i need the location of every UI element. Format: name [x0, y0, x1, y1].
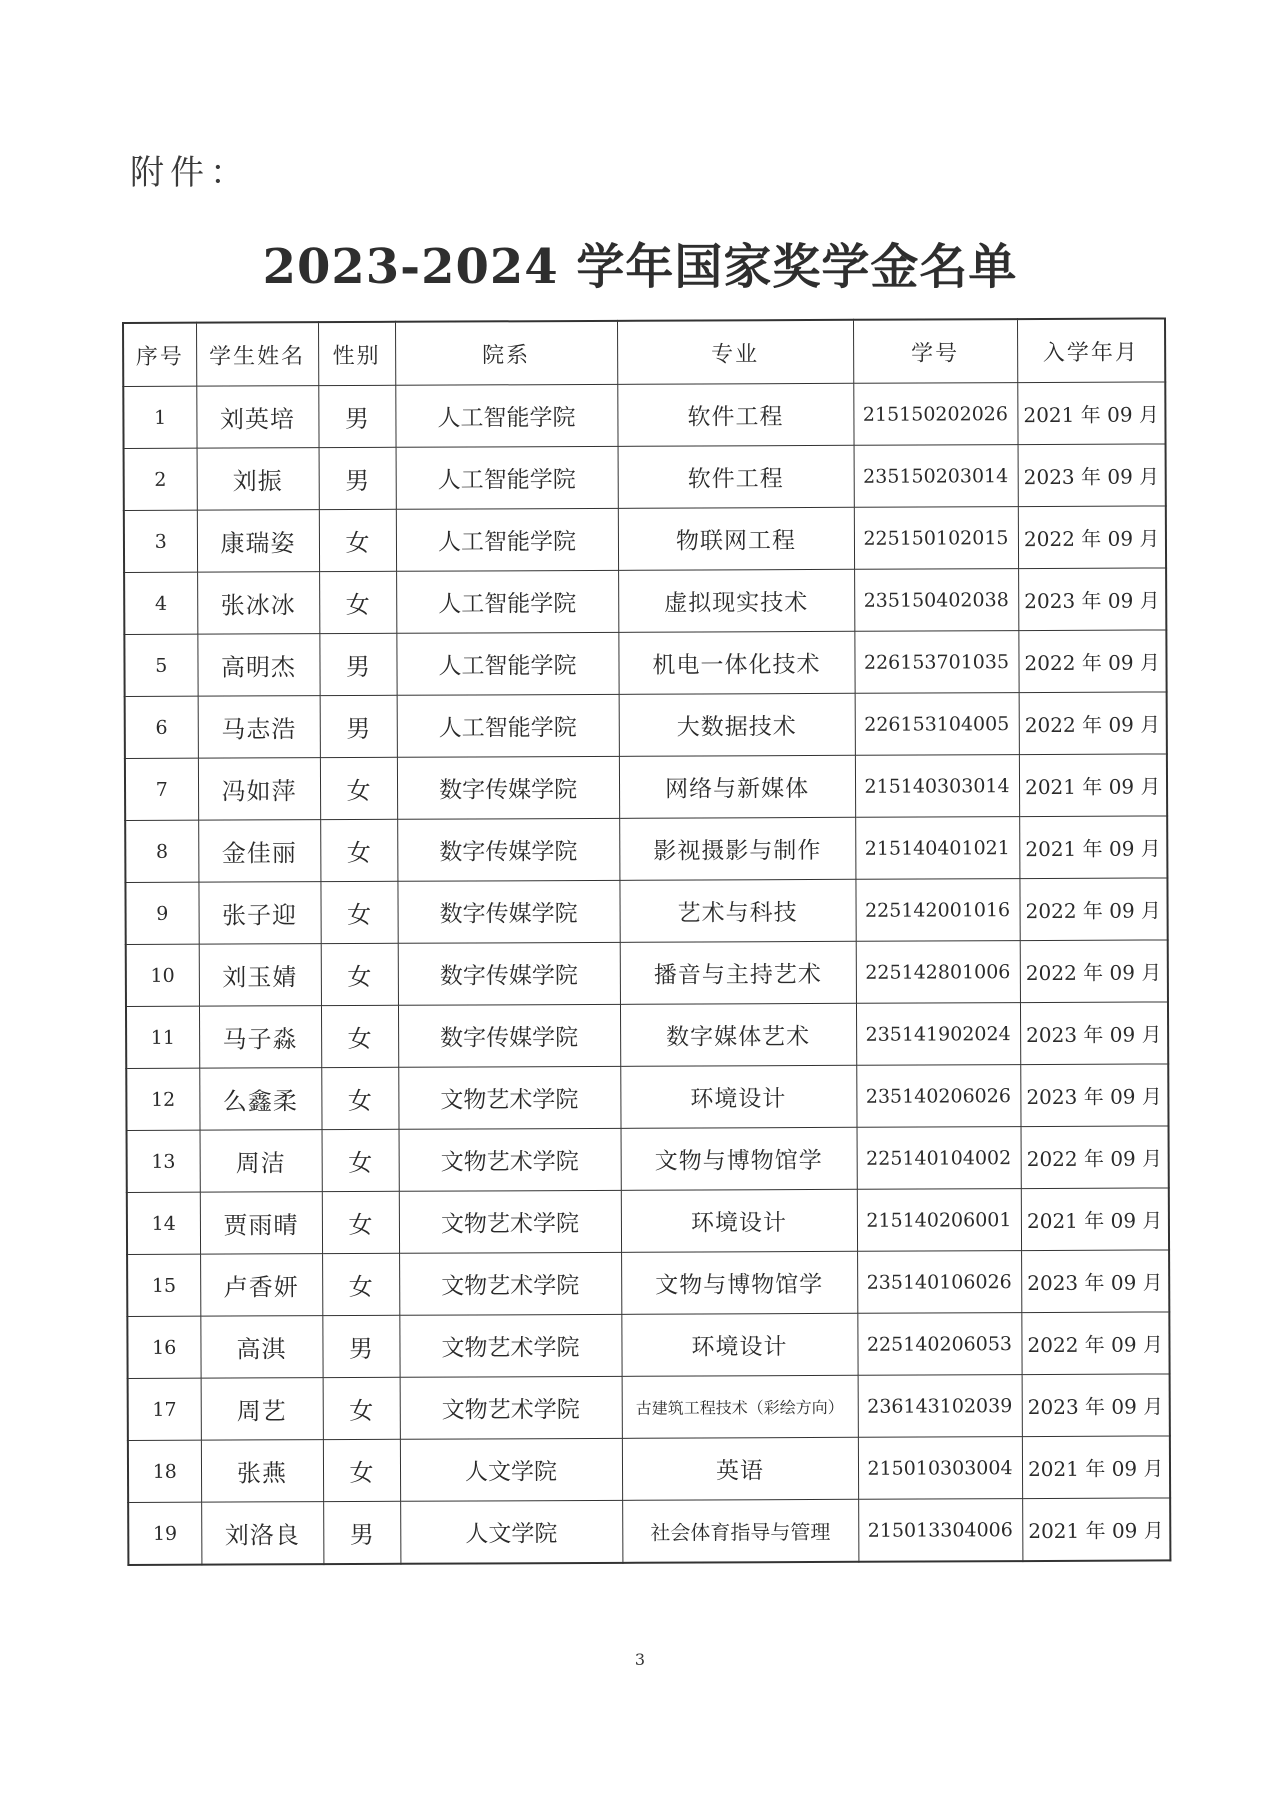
table-row [125, 754, 1167, 821]
cell-student-name: 马志浩 [198, 696, 320, 759]
cell-enrollment-date: 2022 年 09 月 [1019, 878, 1167, 941]
page-number: 3 [634, 1650, 646, 1669]
cell-department: 人文学院 [400, 1500, 622, 1563]
cell-student-name: 冯如萍 [198, 758, 320, 821]
table-row [124, 444, 1166, 511]
cell-index: 13 [127, 1130, 200, 1192]
cell-gender: 女 [320, 757, 397, 819]
cell-enrollment-date: 2022 年 09 月 [1018, 506, 1166, 569]
cell-student-id: 215150202026 [853, 383, 1017, 446]
cell-student-id: 235141902024 [856, 1003, 1020, 1066]
cell-department: 数字传媒学院 [397, 756, 619, 819]
cell-index: 2 [124, 448, 197, 510]
cell-department: 文物艺术学院 [399, 1314, 621, 1377]
cell-department: 数字传媒学院 [397, 880, 619, 943]
cell-student-id: 235140206026 [856, 1065, 1020, 1128]
table-row [125, 816, 1167, 883]
cell-student-id: 235150203014 [854, 445, 1018, 508]
table-row [128, 1498, 1170, 1565]
cell-major: 环境设计 [620, 1065, 856, 1128]
table-header-row [123, 318, 1165, 386]
attachment-label: 附件： [130, 153, 250, 193]
cell-student-name: 卢香妍 [200, 1254, 322, 1317]
cell-department: 人工智能学院 [395, 384, 617, 447]
cell-department: 文物艺术学院 [400, 1376, 622, 1439]
cell-major: 古建筑工程技术（彩绘方向） [622, 1375, 858, 1438]
cell-enrollment-date: 2023 年 09 月 [1020, 1002, 1168, 1065]
cell-student-name: 刘振 [197, 448, 319, 511]
cell-enrollment-date: 2023 年 09 月 [1021, 1250, 1169, 1313]
cell-major: 环境设计 [621, 1313, 857, 1376]
cell-gender: 女 [321, 1067, 398, 1129]
cell-major: 播音与主持艺术 [620, 941, 856, 1004]
table-row [125, 878, 1167, 945]
table-row [127, 1188, 1169, 1255]
header-gender: 性别 [318, 322, 395, 386]
cell-student-name: 高淇 [200, 1316, 322, 1379]
cell-student-id: 226153104005 [855, 693, 1019, 756]
cell-gender: 男 [319, 447, 396, 509]
cell-enrollment-date: 2021 年 09 月 [1017, 382, 1165, 445]
cell-student-name: 周洁 [200, 1130, 322, 1193]
cell-enrollment-date: 2021 年 09 月 [1022, 1498, 1170, 1561]
cell-enrollment-date: 2023 年 09 月 [1020, 1064, 1168, 1127]
cell-enrollment-date: 2021 年 09 月 [1022, 1436, 1170, 1499]
cell-student-name: 刘英培 [196, 386, 318, 449]
cell-student-id: 225142801006 [856, 941, 1020, 1004]
cell-student-name: 周艺 [201, 1378, 323, 1441]
cell-student-name: 刘洛良 [201, 1502, 323, 1565]
cell-gender: 男 [322, 1315, 399, 1377]
table-row [124, 568, 1166, 635]
table-row [125, 692, 1167, 759]
cell-department: 数字传媒学院 [398, 1004, 620, 1067]
cell-department: 人工智能学院 [397, 694, 619, 757]
cell-department: 文物艺术学院 [399, 1128, 621, 1191]
cell-gender: 男 [319, 633, 396, 695]
cell-student-name: 金佳丽 [198, 820, 320, 883]
cell-enrollment-date: 2023 年 09 月 [1018, 444, 1166, 507]
scholarship-table [122, 317, 1171, 1566]
cell-student-id: 225140206053 [857, 1313, 1021, 1376]
cell-department: 人工智能学院 [396, 446, 618, 509]
cell-index: 6 [125, 696, 198, 758]
cell-index: 12 [126, 1068, 199, 1130]
table-row [126, 940, 1168, 1007]
cell-major: 社会体育指导与管理 [622, 1499, 858, 1563]
cell-index: 11 [126, 1006, 199, 1068]
cell-major: 环境设计 [621, 1189, 857, 1252]
document-title: 2023-2024 学年国家奖学金名单 [262, 239, 1018, 295]
cell-gender: 男 [323, 1501, 400, 1564]
cell-student-name: 高明杰 [197, 634, 319, 697]
cell-department: 数字传媒学院 [397, 818, 619, 881]
cell-student-name: 刘玉婧 [199, 944, 321, 1007]
cell-gender: 男 [318, 385, 395, 447]
cell-department: 人工智能学院 [396, 570, 618, 633]
table-row [127, 1126, 1169, 1193]
cell-department: 数字传媒学院 [398, 942, 620, 1005]
cell-student-id: 215140206001 [857, 1189, 1021, 1252]
cell-enrollment-date: 2022 年 09 月 [1021, 1312, 1169, 1375]
cell-index: 8 [125, 820, 198, 882]
table-row [124, 630, 1166, 697]
cell-department: 文物艺术学院 [399, 1252, 621, 1315]
cell-major: 虚拟现实技术 [618, 569, 854, 632]
cell-gender: 女 [320, 819, 397, 881]
cell-major: 影视摄影与制作 [619, 817, 855, 880]
cell-gender: 女 [321, 943, 398, 1005]
cell-student-id: 225142001016 [855, 879, 1019, 942]
cell-index: 18 [128, 1440, 201, 1502]
cell-student-id: 226153701035 [854, 631, 1018, 694]
table-body [123, 382, 1170, 1565]
cell-student-name: 张冰冰 [197, 572, 319, 635]
cell-enrollment-date: 2022 年 09 月 [1021, 1126, 1169, 1189]
cell-enrollment-date: 2022 年 09 月 [1019, 692, 1167, 755]
header-student-id: 学号 [853, 319, 1017, 383]
cell-student-name: 张燕 [201, 1440, 323, 1503]
cell-index: 3 [124, 510, 197, 572]
cell-index: 10 [126, 944, 199, 1006]
cell-major: 软件工程 [617, 383, 853, 446]
cell-student-id: 235140106026 [857, 1251, 1021, 1314]
cell-major: 软件工程 [618, 445, 854, 508]
table-row [127, 1250, 1169, 1317]
header-major: 专业 [617, 320, 853, 385]
cell-index: 9 [125, 882, 198, 944]
table-row [126, 1002, 1168, 1069]
table-row [123, 382, 1165, 449]
table-row [127, 1312, 1169, 1379]
cell-gender: 女 [322, 1129, 399, 1191]
cell-major: 文物与博物馆学 [621, 1127, 857, 1190]
cell-student-id: 215140303014 [855, 755, 1019, 818]
cell-student-id: 225150102015 [854, 507, 1018, 570]
cell-student-name: 么鑫柔 [199, 1068, 321, 1131]
cell-enrollment-date: 2021 年 09 月 [1021, 1188, 1169, 1251]
cell-gender: 女 [320, 881, 397, 943]
cell-gender: 女 [321, 1005, 398, 1067]
cell-department: 文物艺术学院 [398, 1066, 620, 1129]
cell-department: 人文学院 [400, 1438, 622, 1501]
cell-student-id: 215013304006 [858, 1499, 1022, 1562]
table-row [128, 1374, 1170, 1441]
cell-student-name: 张子迎 [198, 882, 320, 945]
cell-gender: 男 [320, 695, 397, 757]
cell-index: 1 [123, 386, 196, 448]
cell-gender: 女 [323, 1377, 400, 1439]
cell-enrollment-date: 2021 年 09 月 [1019, 816, 1167, 879]
header-department: 院系 [395, 321, 617, 385]
cell-index: 14 [127, 1192, 200, 1254]
cell-index: 5 [124, 634, 197, 696]
cell-gender: 女 [319, 571, 396, 633]
cell-student-id: 225140104002 [857, 1127, 1021, 1190]
cell-major: 英语 [622, 1437, 858, 1500]
header-student-name: 学生姓名 [196, 322, 318, 386]
cell-enrollment-date: 2022 年 09 月 [1018, 630, 1166, 693]
cell-major: 数字媒体艺术 [620, 1003, 856, 1066]
cell-index: 19 [128, 1502, 201, 1565]
cell-department: 人工智能学院 [396, 508, 618, 571]
cell-major: 物联网工程 [618, 507, 854, 570]
header-enrollment-date: 入学年月 [1017, 318, 1165, 382]
table-row [128, 1436, 1170, 1503]
cell-major: 文物与博物馆学 [621, 1251, 857, 1314]
cell-gender: 女 [322, 1191, 399, 1253]
cell-major: 大数据技术 [619, 693, 855, 756]
cell-enrollment-date: 2022 年 09 月 [1020, 940, 1168, 1003]
cell-gender: 女 [322, 1253, 399, 1315]
cell-major: 机电一体化技术 [618, 631, 854, 694]
cell-major: 艺术与科技 [619, 879, 855, 942]
cell-student-name: 康瑞姿 [197, 510, 319, 573]
cell-student-id: 215140401021 [855, 817, 1019, 880]
cell-student-id: 235150402038 [854, 569, 1018, 632]
cell-department: 人工智能学院 [396, 632, 618, 695]
cell-index: 16 [127, 1316, 200, 1378]
cell-enrollment-date: 2021 年 09 月 [1019, 754, 1167, 817]
cell-student-name: 马子淼 [199, 1006, 321, 1069]
cell-student-id: 236143102039 [858, 1375, 1022, 1438]
cell-student-id: 215010303004 [858, 1437, 1022, 1500]
cell-gender: 女 [319, 509, 396, 571]
cell-index: 17 [128, 1378, 201, 1440]
cell-gender: 女 [323, 1439, 400, 1501]
cell-index: 4 [124, 572, 197, 634]
table-row [124, 506, 1166, 573]
cell-enrollment-date: 2023 年 09 月 [1022, 1374, 1170, 1437]
cell-student-name: 贾雨晴 [200, 1192, 322, 1255]
header-index: 序号 [123, 323, 196, 387]
scholarship-table-container [122, 317, 1169, 1566]
cell-index: 7 [125, 758, 198, 820]
cell-department: 文物艺术学院 [399, 1190, 621, 1253]
cell-major: 网络与新媒体 [619, 755, 855, 818]
cell-index: 15 [127, 1254, 200, 1316]
table-row [126, 1064, 1168, 1131]
cell-enrollment-date: 2023 年 09 月 [1018, 568, 1166, 631]
